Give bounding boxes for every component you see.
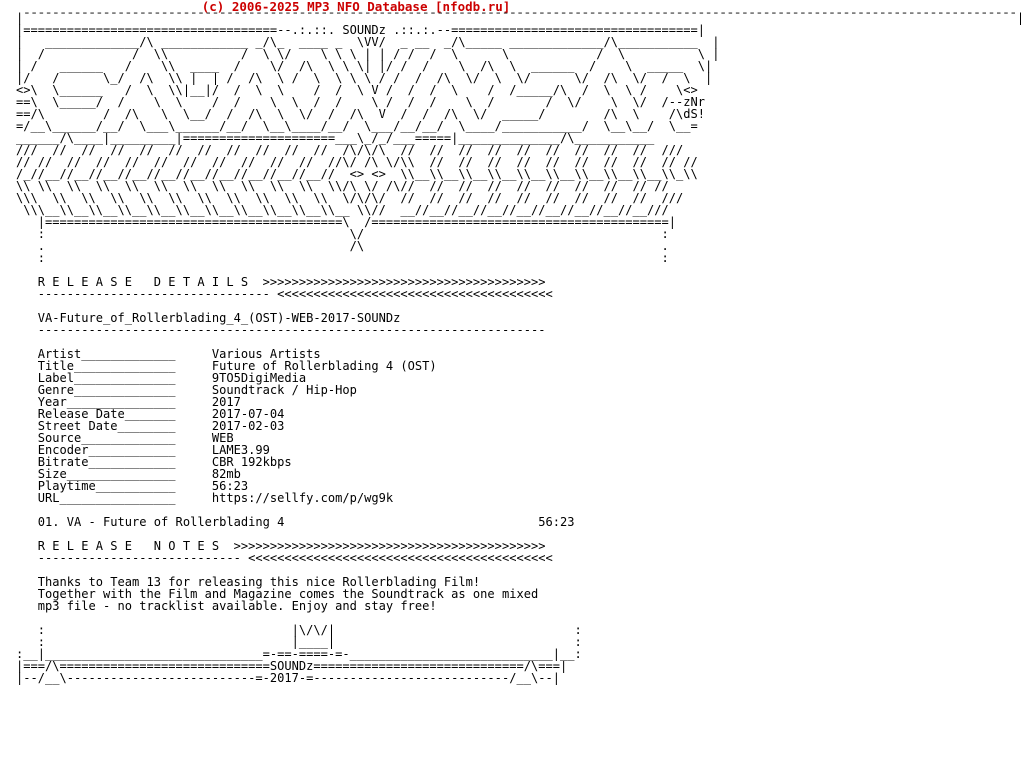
detail-row-label: Label______________ 9TO5DigiMedia	[16, 371, 307, 385]
release-notes-line: Together with the Film and Magazine comes the Soundtrack as one mixed	[16, 587, 539, 601]
detail-row-genre: Genre______________ Soundtrack / Hip-Hop	[16, 383, 357, 397]
detail-row-source: Source_____________ WEB	[16, 431, 234, 445]
release-notes-line: mp3 file - no tracklist available. Enjoy and stay free!	[16, 599, 437, 613]
detail-row-artist: Artist_____________ Various Artists	[16, 347, 321, 361]
footer-ascii-art: : |\/\/| : : |____| : :__|______________________________=-==-====-=-____________________________|__: |===/\=============================SOUNDz=============================/\===| |--/__\--------------------------=-2017-=---------------------------/__\--|	[16, 623, 582, 685]
release-notes-line: Thanks to Team 13 for releasing this nice Rollerblading Film!	[16, 575, 481, 589]
detail-row-bitrate: Bitrate____________ CBR 192kbps	[16, 455, 292, 469]
release-name-underline: ----------------------------------------------------------------------	[16, 323, 546, 337]
detail-row-street-date: Street Date________ 2017-02-03	[16, 419, 285, 433]
soundz-logo-ascii: |¯¯¯¯¯¯¯¯¯¯¯¯¯¯¯¯¯¯¯¯¯¯¯¯¯¯¯¯¯¯¯¯¯¯¯¯¯¯¯¯¯¯¯¯¯¯¯¯¯¯¯¯¯¯¯¯¯¯¯¯¯¯¯¯¯¯¯¯¯¯¯¯¯¯¯¯¯¯¯¯¯¯¯¯¯¯¯¯¯¯¯¯¯¯¯¯¯¯¯¯¯¯¯¯¯¯¯¯¯¯¯¯¯¯¯¯¯¯¯¯¯¯¯¯¯¯¯¯¯¯¯¯¯¯¯¯¯| |===================================--.:.::. SOUNDz .::.:.--==================================| | _____________/\ ____________ _/\_ ____ _ \VV/ _ __ _/\_____ _____________/\___________ | | / / \\ / \ \/ \ \ \ | | / / / \ \ / \ \ | | / ______ / \\ ____ / \/ /\ \ \ \| |/ / / \ /\ \ ______ / \ _____ \| |/ / \_/ /\ \\ | | / /\ \ / \ \ \ \ / / / /\ \/ \ \/ \/ /\ \/ / \ | <>\ \______ / \ \\|__|/ / \ \ / / \ V / / / \ / /_____/\ / \ \ / \<> ==\ \_____/ / \ \ / / \ \ / / \ / / / \ / / \/ \ \/ /--zNr ==/\ / /\ \ \__/ / /\ \ \/ / /\ V / / /\ \/ _____/ /\ \ /\dS! =/__\______/__/ \___\______/__/ \__\____/__/ \___/__/__/ \____/___________/ \__\__/ \__= ______/\____|_________|=====================___\_/_/___=====|______________/\___________ /// // // // // // // // // // // /\/\/\ // // // // // // // // // /// // // // // // // // // // // // //\/ /\ \/\\ // // // // // // // // // // /_//__//__//__//__//__//__//__//__//__//__// <> <> \\__\\__\\__\\__\\__\\__\\__\\__\\__\\_\\ \\ \\ \\ \\ \\ \\ \\ \\ \\ \\ \\ \\/\ \/ /\// // // // // // // // // // \\\ \\ \\ \\ \\ \\ \\ \\ \\ \\ \\ \/\/\/ // // // // // // // // // /// \\\__\\__\\__\\__\\__\\__\\__\\__\\__\\__\\__ \\// __//__//__//__//__//__//__//__//__/// |=========================================\ /=========================================| : \/ : . /\ . : :	[16, 11, 1024, 265]
detail-row-size: Size_______________ 82mb	[16, 467, 241, 481]
detail-row-encoder: Encoder____________ LAME3.99	[16, 443, 270, 457]
detail-row-release-date: Release Date_______ 2017-07-04	[16, 407, 285, 421]
release-name: VA-Future_of_Rollerblading_4_(OST)-WEB-2017-SOUNDz	[16, 311, 401, 325]
release-notes-heading-rule: ---------------------------- <<<<<<<<<<<<<<<<<<<<<<<<<<<<<<<<<<<<<<<<<<	[16, 551, 553, 565]
detail-row-url: URL________________ https://sellfy.com/p/wg9k	[16, 491, 394, 505]
detail-row-title: Title______________ Future of Rollerblading 4 (OST)	[16, 359, 437, 373]
release-notes-heading: R E L E A S E N O T E S >>>>>>>>>>>>>>>>>>>>>>>>>>>>>>>>>>>>>>>>>>>	[16, 539, 546, 553]
release-details-heading: R E L E A S E D E T A I L S >>>>>>>>>>>>>>>>>>>>>>>>>>>>>>>>>>>>>>>	[16, 275, 546, 289]
track-row: 01. VA - Future of Rollerblading 4 56:23	[16, 515, 575, 529]
nfo-document	[16, 12, 1024, 684]
detail-row-year: Year_______________ 2017	[16, 395, 241, 409]
release-details-heading-rule: -------------------------------- <<<<<<<<<<<<<<<<<<<<<<<<<<<<<<<<<<<<<<	[16, 287, 553, 301]
detail-row-playtime: Playtime___________ 56:23	[16, 479, 249, 493]
site-header-link[interactable]: (c) 2006-2025 MP3 NFO Database [nfodb.ru]	[201, 0, 511, 14]
